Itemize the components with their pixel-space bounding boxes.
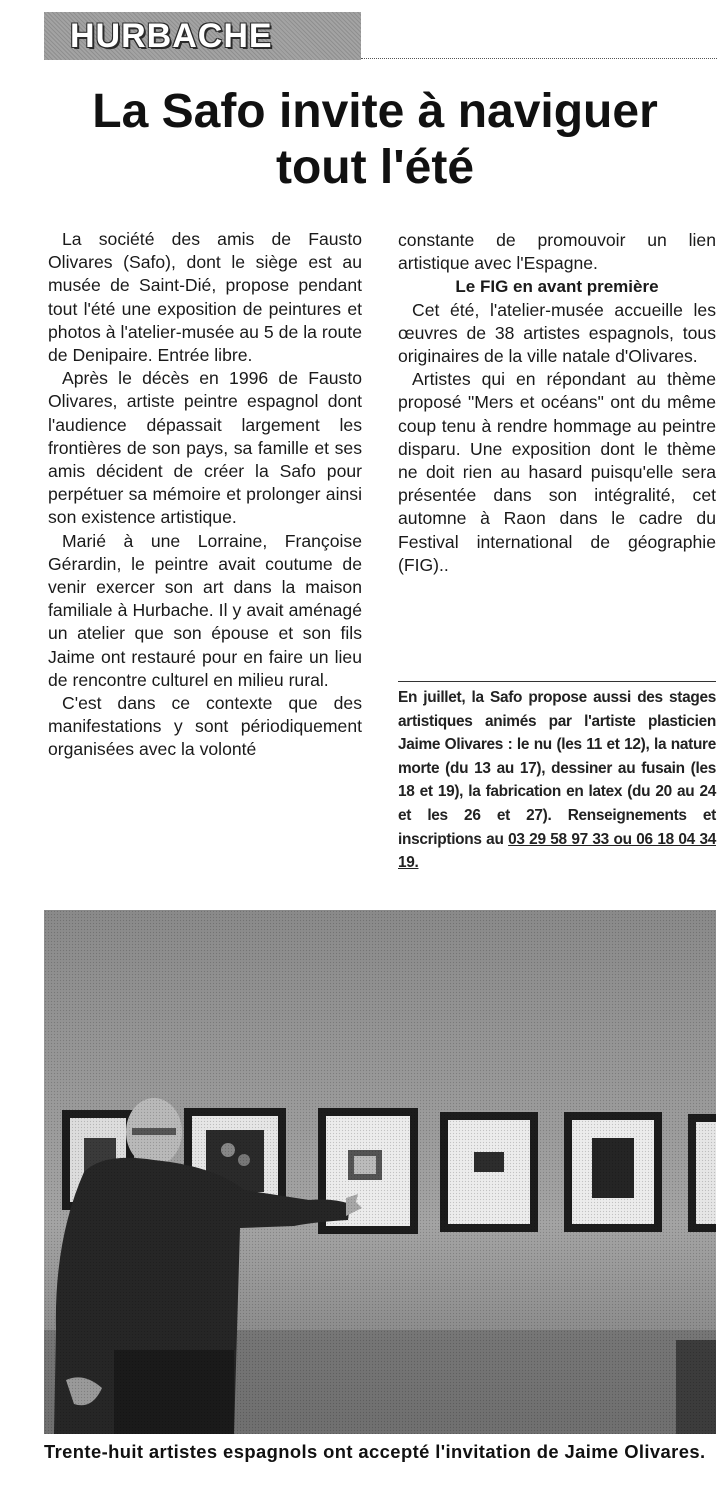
section-rule [361,58,717,59]
paragraph: Marié à une Lorraine, Françoise Gérardin, le peintre avait coutume de venir exercer son art dans la maison familiale à Hurbache. Il y avait aménagé un atelier que son épouse et son fils Jaime ont restauré pour en faire un lieu de rencontre culturel en milieu rural. [48,530,362,690]
headline-line-2: tout l'été [275,141,475,194]
subheading: Le FIG en avant première [455,277,659,297]
headline [30,84,720,196]
photo-gallery-scene [44,910,716,1434]
phone-numbers: 03 29 58 97 33 ou 06 18 04 34 19. [398,830,716,872]
paragraph: Cet été, l'atelier-musée accueille les œuvres de 38 artistes espagnols, tous originaires de la ville natale d'Olivares. [398,299,716,367]
paragraph: La société des amis de Fausto Olivares (Safo), dont le siège est au musée de Saint-Dié, propose pendant tout l'été une exposition de peintures et photos à l'atelier-musée au 5 de la route de Denipaire. Entrée libre. [48,229,362,366]
article-left-column [48,228,362,762]
paragraph: Artistes qui en répondant au thème proposé "Mers et océans" ont du même coup tenu à rendre hommage au peintre disparu. Une exposition dont le thème ne doit rien au hasard puisqu'elle sera présentée dans son intégralité, cet automne à Raon dans le cadre du Festival international de géographie (FIG).. [398,369,716,575]
article-right-column [398,229,716,577]
headline-line-1: La Safo invite à naviguer [92,85,658,138]
section-tag-label: HURBACHE [70,16,273,55]
info-box [398,686,716,875]
paragraph: C'est dans ce contexte que des manifestations y sont périodiquement organisées avec la volonté [48,693,362,760]
photo-caption: Trente-huit artistes espagnols ont accepté l'invitation de Jaime Olivares. [44,1441,706,1462]
section-tag [44,12,361,60]
paragraph: Après le décès en 1996 de Fausto Olivares, artiste peintre espagnol dont l'audience dépassait largement les frontières de son pays, sa famille et ses amis décident de créer la Safo pour perpétuer sa mémoire et prolonger ainsi son existence artistique. [48,368,362,528]
article-photo [44,910,716,1434]
info-box-rule [398,681,716,682]
info-box-text: En juillet, la Safo propose aussi des stages artistiques animés par l'artiste plasticien Jaime Olivares : le nu (les 11 et 12), la nature morte (du 13 au 17), dessiner au fusain (les 18 et 19), la fabrication en latex (du 20 au 24 et les 26 et 27). Renseignements et inscriptions au [398,689,716,848]
paragraph-continued: constante de promouvoir un lien artistique avec l'Espagne. [398,230,716,274]
